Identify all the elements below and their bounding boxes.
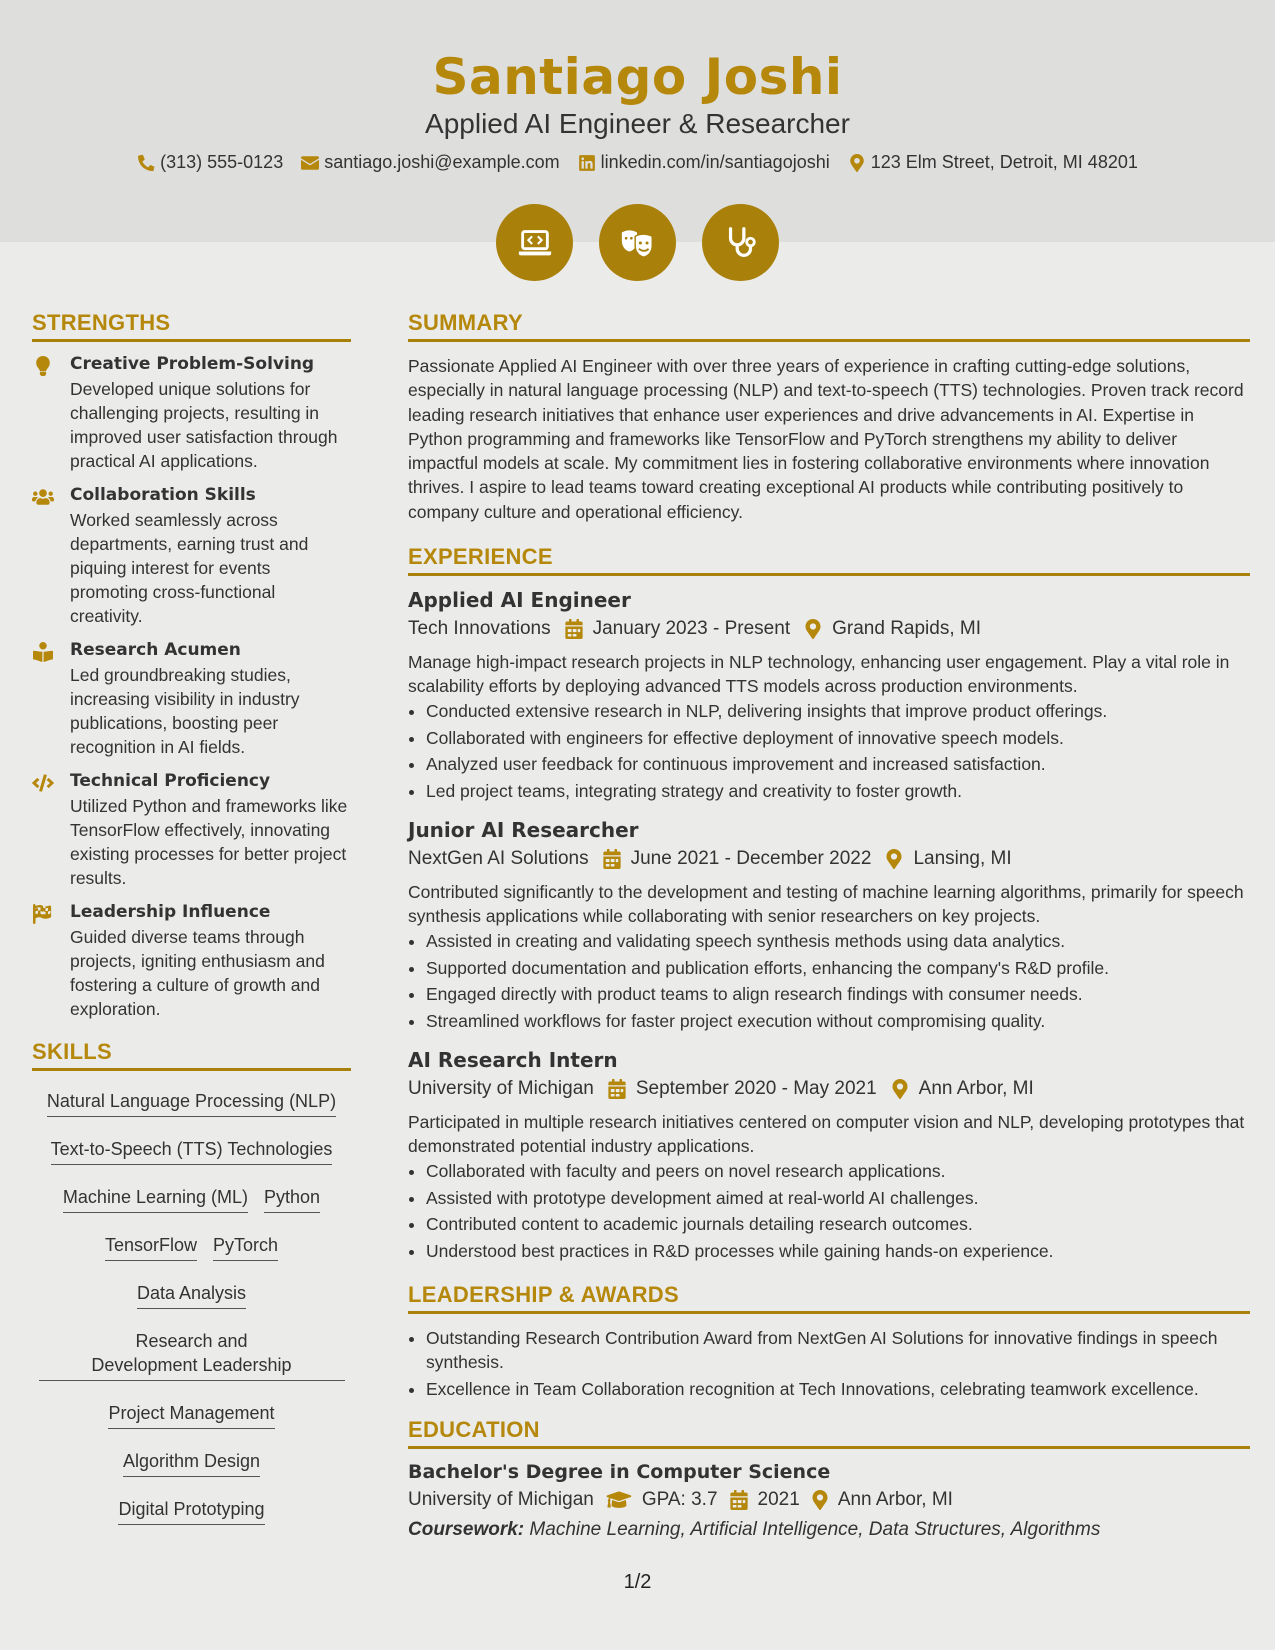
strength-desc: Worked seamlessly across departments, earning trust and piquing interest for events promoting cross-functional creativity. (70, 510, 309, 626)
job-bullet: • Analyzed user feedback for continuous improvement and increased satisfaction. (426, 751, 1250, 778)
calendar-icon (608, 1079, 626, 1099)
phone-icon (137, 154, 155, 172)
badge-laptop-code (496, 204, 573, 281)
calendar-icon (730, 1490, 748, 1510)
job-bullet: • Supported documentation and publication efforts, enhancing the company's R&D profile. (426, 955, 1250, 982)
job-title: Junior AI Researcher (408, 818, 639, 843)
contact-linkedin[interactable] (578, 152, 830, 173)
award-item: • Outstanding Research Contribution Award from NextGen AI Solutions for innovative findings in speech synthesis. (426, 1326, 1250, 1374)
job-description: Participated in multiple research initiatives centered on computer vision and NLP, developing prototypes that demonstrated potential industry applications. (408, 1112, 1245, 1157)
job-company: University of Michigan (408, 1078, 594, 1100)
summary-heading: SUMMARY (408, 310, 1250, 342)
skill-tag: Python (264, 1185, 320, 1213)
theater-masks-icon (619, 224, 657, 262)
job-location: Lansing, MI (913, 848, 1012, 870)
book-reader-icon (32, 642, 54, 662)
strength-title: Research Acumen (70, 640, 241, 660)
strength-desc: Led groundbreaking studies, increasing visibility in industry publications, boosting peer recognition in AI fields. (70, 665, 300, 757)
contact-address (848, 152, 1138, 173)
job-entry (408, 588, 1250, 804)
laptop-code-icon (516, 224, 554, 262)
job-dates: January 2023 - Present (592, 618, 791, 640)
job-bullet: • Engaged directly with product teams to align research findings with consumer needs. (426, 981, 1250, 1008)
skills-heading: SKILLS (32, 1039, 351, 1071)
linkedin-icon (578, 154, 596, 172)
strength-item (32, 902, 351, 1021)
skill-tag: TensorFlow (105, 1233, 197, 1261)
interest-badges (0, 204, 1275, 281)
summary-text: Passionate Applied AI Engineer with over three years of experience in crafting cutting-edge solutions, especially in natural language processing (NLP) and text-to-speech (TTS) technologies. Proven track record leading research initiatives that enhance user experiences and drive advancements in AI. Expertise in Python programming and frameworks like TensorFlow and PyTorch strengthens my ability to deliver impactful models at scale. My commitment lies in fostering collaborative environments where innovation thrives. I aspire to lead teams toward creating exceptional AI products while contributing positively to company culture and operational efficiency. (408, 356, 1244, 522)
award-item: • Excellence in Team Collaboration recognition at Tech Innovations, celebrating teamwork excellence. (426, 1377, 1250, 1401)
job-location: Ann Arbor, MI (918, 1078, 1034, 1100)
phone-text: (313) 555-0123 (160, 152, 284, 172)
strength-item (32, 640, 351, 759)
job-bullet: • Collaborated with engineers for effective deployment of innovative speech models. (426, 725, 1250, 752)
map-pin-icon (885, 849, 903, 869)
edu-gpa: GPA: 3.7 (641, 1489, 718, 1511)
calendar-icon (565, 619, 583, 639)
graduation-cap-icon (606, 1490, 632, 1510)
awards-heading: LEADERSHIP & AWARDS (408, 1282, 1250, 1314)
job-bullet: • Led project teams, integrating strategy and creativity to foster growth. (426, 778, 1250, 805)
stethoscope-icon (722, 224, 760, 262)
skill-tag: Research and Development Leadership (39, 1329, 345, 1381)
map-pin-icon (891, 1079, 909, 1099)
job-dates: June 2021 - December 2022 (630, 848, 872, 870)
map-pin-icon (812, 1490, 828, 1510)
candidate-name: Santiago Joshi (432, 48, 843, 106)
job-title: Applied AI Engineer (408, 588, 631, 613)
job-description: Contributed significantly to the development and testing of machine learning algorithms, primarily for speech synthesis applications while collaborating with senior researchers on key projects. (408, 882, 1244, 927)
strength-desc: Developed unique solutions for challenging projects, resulting in improved user satisfaction through practical AI applications. (70, 379, 338, 471)
candidate-role: Applied AI Engineer & Researcher (425, 108, 850, 139)
edu-year: 2021 (757, 1489, 800, 1511)
education-heading: EDUCATION (408, 1417, 1250, 1449)
strength-item (32, 354, 351, 473)
right-column (408, 310, 1250, 1541)
job-bullet: • Streamlined workflows for faster project execution without compromising quality. (426, 1008, 1250, 1035)
email-text: santiago.joshi@example.com (324, 152, 560, 172)
edu-coursework (408, 1519, 1250, 1541)
edu-location: Ann Arbor, MI (837, 1489, 953, 1511)
skill-tag: Machine Learning (ML) (63, 1185, 248, 1213)
page-number: 1/2 (623, 1571, 652, 1593)
calendar-icon (603, 849, 621, 869)
contact-email[interactable] (301, 152, 559, 173)
skill-tag: Data Analysis (137, 1281, 246, 1309)
map-pin-icon (848, 154, 866, 172)
lightbulb-icon (36, 356, 50, 376)
skills-list (32, 1085, 351, 1525)
left-column (32, 310, 351, 1545)
skill-tag: Project Management (108, 1401, 274, 1429)
edu-degree: Bachelor's Degree in Computer Science (408, 1461, 831, 1484)
strength-desc: Guided diverse teams through projects, igniting enthusiasm and fostering a culture of growth and exploration. (70, 927, 325, 1019)
coursework-label: Coursework: (408, 1519, 525, 1541)
skill-tag: Text-to-Speech (TTS) Technologies (51, 1137, 333, 1165)
contact-bar (0, 152, 1275, 173)
job-bullet: • Collaborated with faculty and peers on novel research applications. (426, 1158, 1250, 1185)
skill-tag: Natural Language Processing (NLP) (47, 1089, 336, 1117)
envelope-icon (301, 154, 319, 172)
address-text: 123 Elm Street, Detroit, MI 48201 (870, 152, 1138, 172)
strengths-heading: STRENGTHS (32, 310, 351, 342)
job-company: Tech Innovations (408, 618, 551, 640)
code-icon (32, 773, 54, 793)
strength-title: Creative Problem-Solving (70, 354, 315, 374)
linkedin-text: linkedin.com/in/santiagojoshi (600, 152, 830, 172)
job-bullet: • Understood best practices in R&D processes while gaining hands-on experience. (426, 1238, 1250, 1265)
skill-tag: PyTorch (213, 1233, 278, 1261)
contact-phone[interactable] (137, 152, 283, 173)
strength-title: Leadership Influence (70, 902, 271, 922)
flag-checkered-icon (32, 904, 54, 924)
job-description: Manage high-impact research projects in NLP technology, enhancing user engagement. Play a vital role in scalability efforts by deploying advanced TTS models across production environments. (408, 652, 1230, 697)
users-icon (32, 487, 54, 507)
job-bullet: • Assisted with prototype development aimed at real-world AI challenges. (426, 1185, 1250, 1212)
job-location: Grand Rapids, MI (832, 618, 982, 640)
skill-tag: Digital Prototyping (118, 1497, 264, 1525)
map-pin-icon (804, 619, 822, 639)
strength-item (32, 485, 351, 628)
job-company: NextGen AI Solutions (408, 848, 589, 870)
skill-tag: Algorithm Design (123, 1449, 260, 1477)
strength-title: Technical Proficiency (70, 771, 271, 791)
job-entry (408, 1048, 1250, 1264)
job-bullet: • Conducted extensive research in NLP, delivering insights that improve product offerings. (426, 698, 1250, 725)
job-dates: September 2020 - May 2021 (635, 1078, 877, 1100)
badge-stethoscope (702, 204, 779, 281)
edu-school: University of Michigan (408, 1489, 594, 1511)
experience-heading: EXPERIENCE (408, 544, 1250, 576)
job-entry (408, 818, 1250, 1034)
job-bullet: • Assisted in creating and validating speech synthesis methods using data analytics. (426, 928, 1250, 955)
job-title: AI Research Intern (408, 1048, 618, 1073)
strength-title: Collaboration Skills (70, 485, 256, 505)
strength-desc: Utilized Python and frameworks like TensorFlow effectively, innovating existing processes for better project results. (70, 796, 348, 888)
strength-item (32, 771, 351, 890)
job-bullet: • Contributed content to academic journals detailing research outcomes. (426, 1211, 1250, 1238)
coursework-list: Machine Learning, Artificial Intelligence, Data Structures, Algorithms (529, 1519, 1101, 1541)
badge-theater-masks (599, 204, 676, 281)
